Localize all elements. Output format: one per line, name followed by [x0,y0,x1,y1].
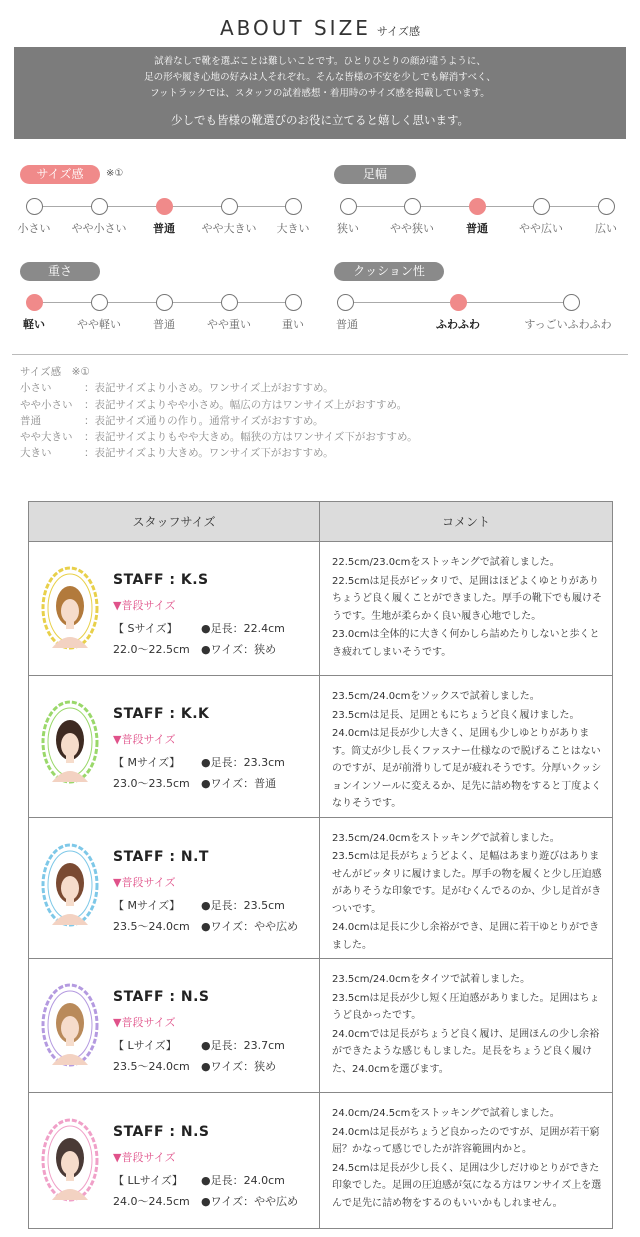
staff-size-grid [113,620,321,657]
weight-option-dot [91,294,108,311]
legend-desc: ：表記サイズよりやや小さめ。幅広の方はワンサイズ上がおすすめ。 [84,398,408,411]
size-range: 23.5〜24.0cm [113,920,190,933]
size-note: ※① [106,168,124,179]
staff-profile-cell [29,817,320,959]
comment-line: 24.0cm/24.5cmをストッキングで試着しました。 [332,1108,560,1119]
legend-term: 大きい [20,447,52,460]
intro-line: 試着なしで靴を選ぶことは難しいことです。ひとりひとりの顔が違うように、 [154,56,486,67]
staff-name: STAFF : K.S [113,572,209,588]
width-option-dot [469,198,486,215]
foot-length: ●足長：23.7cm [201,1039,285,1052]
weight-option-dot [156,294,173,311]
staff-portrait-icon [39,981,101,1071]
wise: ●ワイズ：狭め [201,643,277,656]
weight-option-dot [26,294,43,311]
staff-comment-cell [320,1093,613,1229]
comment-line: 24.0cmでは足長がちょうど良く履け、足囲ほんの少し余裕ができたような感じもしました。足長をちょうど良く履けた、24.0cmを選びます。 [332,1028,600,1075]
weight-option-label: やや重い [207,318,251,331]
header-staff-size: スタッフサイズ [29,502,320,542]
comment-line: 23.5cmは足長がちょうどよく、足幅はあまり遊びはありませんがピッタリに履けました。厚手の物を履くと少し圧迫感がありそうな印象です。足がむくんでるのか、少し足首がきついです。 [332,851,602,915]
staff-profile-cell [29,1093,320,1229]
staff-comment-cell [320,676,613,818]
cushion-option-label: 普通 [336,318,358,331]
comment-line: 23.5cm/24.0cmをストッキングで試着しました。 [332,832,560,844]
size-option-label: やや大きい [201,222,257,235]
staff-size-grid [113,897,321,934]
size-option-dot [285,198,302,215]
title-main: ABOUT SIZE [219,16,371,40]
width-option-label: 普通 [466,222,488,235]
size-option-dot [221,198,238,215]
legend-term: 普通 [20,414,41,427]
size-label: 【 Mサイズ】 [113,756,181,769]
staff-row [29,1093,613,1229]
cushion-option-dot [337,294,354,311]
intro-banner [14,47,626,139]
size-label: 【 Sサイズ】 [113,622,178,635]
staff-profile-cell [29,676,320,818]
staff-portrait-icon [39,564,101,654]
usual-size-label: ▼普段サイズ [113,1151,176,1164]
staff-comment-cell [320,959,613,1093]
width-option-label: 広い [595,222,617,235]
legend-row [20,397,418,413]
legend-heading: サイズ感 ※① [20,366,90,378]
staff-profile-cell [29,959,320,1093]
width-option-dot [598,198,615,215]
size-legend [20,364,418,462]
comment-line: 24.5cmは足長が少し長く、足囲は少しだけゆとりができた印象でした。足囲の圧迫感が気になる方はワンサイズ上を選んで足先に詰め物をするのもいいかもしれません。 [332,1162,602,1209]
size-label: 【 Lサイズ】 [113,1039,177,1052]
staff-row [29,542,613,676]
width-option-dot [340,198,357,215]
weight-option-label: 軽い [23,318,45,331]
wise: ●ワイズ：やや広め [201,1195,299,1208]
legend-row [20,445,418,461]
comment-line: 23.5cm/24.0cmをソックスで試着しました。 [332,691,540,702]
staff-size-grid [113,754,321,791]
legend-desc: ：表記サイズより大きめ。ワンサイズ下がおすすめ。 [84,447,334,460]
legend-term: やや大きい [20,431,73,444]
staff-row [29,676,613,818]
staff-name: STAFF : K.K [113,706,210,722]
comment-line: 23.5cm/24.0cmをタイツで試着しました。 [332,974,531,985]
size-pill: サイズ感 [20,165,100,184]
staff-info [113,849,321,934]
legend-term: やや小さい [20,398,73,411]
usual-size-label: ▼普段サイズ [113,876,176,889]
size-label: 【 Mサイズ】 [113,899,181,912]
legend-row [20,380,418,396]
staff-comment-cell [320,817,613,959]
weight-option-dot [285,294,302,311]
comment-line: 22.5cm/23.0cmをストッキングで試着しました。 [332,557,560,568]
size-option-label: 普通 [153,222,175,235]
legend-desc: ：表記サイズより小さめ。ワンサイズ上がおすすめ。 [84,382,334,395]
wise: ●ワイズ：やや広め [201,920,299,933]
staff-info [113,572,321,657]
size-range: 22.0〜22.5cm [113,643,190,656]
comment-line: 24.0cmは足長がちょうど良かったのですが、足囲が若干窮屈？かなって感じでしたが許容範囲内かと。 [332,1126,600,1155]
staff-name: STAFF : N.S [113,989,210,1005]
size-option-dot [156,198,173,215]
staff-row [29,817,613,959]
usual-size-label: ▼普段サイズ [113,733,176,746]
staff-portrait-icon [39,841,101,931]
legend-term: 小さい [20,382,52,395]
staff-info [113,1124,321,1209]
size-option-dot [26,198,43,215]
width-option-label: やや広い [519,222,563,235]
weight-option-label: やや軽い [77,318,121,331]
staff-info [113,706,321,791]
width-option-dot [533,198,550,215]
cushion-option-label: ふわふわ [436,318,480,331]
intro-line: 足の形や履き心地の好みは人それぞれ。そんな皆様の不安を少しでも解消すべく、 [144,72,496,83]
intro-closing: 少しでも皆様の靴選びのお役に立てると嬉しく思います。 [170,113,470,127]
staff-info [113,989,321,1074]
page-title [0,16,640,40]
width-option-label: やや狭い [390,222,434,235]
size-range: 23.0〜23.5cm [113,777,190,790]
wise: ●ワイズ：狭め [201,1060,277,1073]
size-option-label: 大きい [276,222,310,235]
legend-desc: ：表記サイズ通りの作り。通常サイズがおすすめ。 [84,414,324,427]
size-option-label: やや小さい [71,222,127,235]
staff-portrait-icon [39,698,101,788]
staff-row [29,959,613,1093]
width-pill: 足幅 [334,165,416,184]
weight-option-label: 普通 [153,318,175,331]
cushion-pill: クッション性 [334,262,444,281]
foot-length: ●足長：24.0cm [201,1174,285,1187]
size-option-dot [91,198,108,215]
cushion-option-dot [563,294,580,311]
legend-row [20,413,418,429]
cushion-option-label: すっごいふわふわ [524,318,612,331]
comment-line: 24.0cmは足長に少し余裕ができ、足囲に若干ゆとりができました。 [332,922,600,951]
comment-line: 22.5cmは足長がピッタリで、足囲はほどよくゆとりがありちょうど良く履くことができました。厚手の靴下でも履けそうです。生地が柔らかく良い履き心地でした。 [332,575,602,622]
width-option-label: 狭い [337,222,359,235]
foot-length: ●足長：23.3cm [201,756,285,769]
foot-length: ●足長：23.5cm [201,899,285,912]
usual-size-label: ▼普段サイズ [113,1016,176,1029]
staff-portrait-icon [39,1116,101,1206]
wise: ●ワイズ：普通 [201,777,277,790]
staff-comment-cell [320,542,613,676]
comment-line: 23.0cmは全体的に大きく何かしら詰めたりしないと歩くとき疲れてしまいそうです。 [332,629,600,658]
staff-profile-cell [29,542,320,676]
size-range: 23.5〜24.0cm [113,1060,190,1073]
size-range: 24.0〜24.5cm [113,1195,190,1208]
staff-size-grid [113,1037,321,1074]
staff-name: STAFF : N.S [113,1124,210,1140]
size-option-label: 小さい [17,222,51,235]
divider [12,354,628,355]
legend-row [20,429,418,445]
staff-table [28,501,613,1229]
weight-option-dot [221,294,238,311]
comment-line: 23.5cmは足長が少し短く圧迫感がありました。足囲はちょうど良かったです。 [332,992,600,1021]
legend-desc: ：表記サイズよりもやや大きめ。幅狭の方はワンサイズ下がおすすめ。 [84,431,418,444]
width-option-dot [404,198,421,215]
weight-pill: 重さ [20,262,100,281]
comment-line: 23.5cmは足長、足囲ともにちょうど良く履けました。 [332,709,580,721]
intro-line: フットラックでは、スタッフの試着感想・着用時のサイズ感を掲載しています。 [150,88,490,99]
weight-option-label: 重い [282,318,304,331]
usual-size-label: ▼普段サイズ [113,599,176,612]
title-sub: サイズ感 [376,25,421,38]
header-comment: コメント [320,502,613,542]
cushion-option-dot [450,294,467,311]
comment-line: 24.0cmは足長が少し大きく、足囲も少しゆとりがあります。筒丈が少し長くファスナー仕様なので脱げることはないのですが、足が前滑りして足が疲れそうです。分厚いクッションインソールに変えるか、足先に詰め物をすると丁度よくなりそうです。 [332,728,602,809]
staff-name: STAFF : N.T [113,849,209,865]
size-label: 【 LLサイズ】 [113,1174,183,1187]
foot-length: ●足長：22.4cm [201,622,285,635]
staff-size-grid [113,1172,321,1209]
